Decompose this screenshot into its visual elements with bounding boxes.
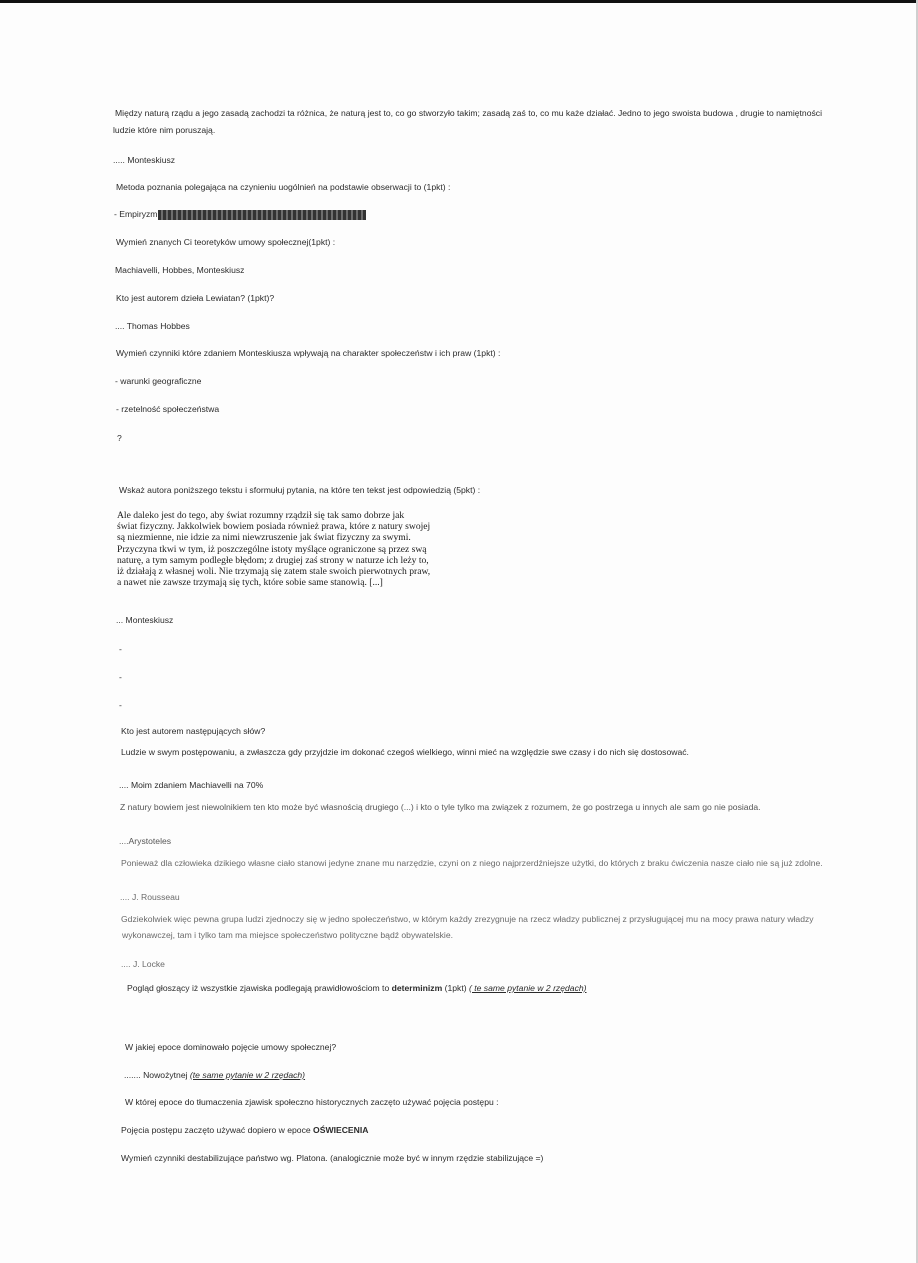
quote-line: a nawet nie zawsze trzymają się tych, które sobie same stanowią. [...]: [117, 577, 383, 589]
answer-line: -: [119, 644, 122, 654]
quote-line: wykonawczej, tam i tylko tam ma miejsce społeczeństwo polityczne bądź obywatelskie.: [122, 930, 453, 940]
question-line: Kto jest autorem dzieła Lewiatan? (1pkt)?: [116, 293, 275, 303]
answer-line: [114, 208, 366, 220]
quote-line: Ale daleko jest do tego, aby świat rozumny rządził się tak samo dobrze jak: [117, 510, 405, 521]
question-line: Wymień czynniki destabilizujące państwo wg. Platona. (analogicznie może być w innym rzędzie stabilizujące =): [121, 1153, 544, 1163]
quote-line: Gdziekolwiek więc pewna grupa ludzi zjednoczy się w jedno społeczeństwo, w którym każdy zrezygnuje na rzecz władzy publicznej z przysługującej mu na mocy prawa natury władzy: [121, 914, 814, 924]
quote-line: iż działają z własnej woli. Nie trzymają się zatem stale swoich pierwotnych praw,: [117, 566, 431, 578]
quote-block: [117, 510, 430, 588]
quote-line: Z natury bowiem jest niewolnikiem ten kto może być własnością drugiego (...) i kto o tyle tylko ma związek z rozumem, że go postrzega u innych ale sam go nie posiada.: [120, 802, 761, 812]
quote-line: świat fizyczny. Jakkolwiek bowiem posiada również prawa, które z natury swojej: [117, 521, 431, 533]
redaction-mark: [158, 210, 366, 220]
answer-line: ... Monteskiusz: [116, 615, 174, 625]
quote-line: są niezmienne, nie idzie za nimi niewzruszenie jak świat fizyczny za swymi.: [117, 532, 411, 544]
question-line: [127, 982, 587, 994]
scan-top-border: [0, 0, 918, 3]
answer-line: .... Thomas Hobbes: [115, 321, 190, 331]
answer-line: - rzetelność społeczeństwa: [116, 404, 220, 414]
answer-line: [121, 1124, 368, 1136]
answer-line: - warunki geograficzne: [115, 376, 202, 386]
question-line: W której epoce do tłumaczenia zjawisk społeczno historycznych zaczęto używać pojęcia postępu :: [125, 1097, 499, 1107]
question-line: W jakiej epoce dominowało pojęcie umowy społecznej?: [125, 1042, 337, 1052]
question-text: Pogląd głoszący iż wszystkie zjawiska podlegają prawidłowościom to: [127, 983, 390, 993]
quote-line: Przyczyna tkwi w tym, iż poszczególne istoty myślące ograniczone są przez swą: [117, 543, 427, 555]
quote-line: Ludzie w swym postępowaniu, a zwłaszcza gdy przyjdzie im dokonać czegoś wielkiego, winni mieć na względzie swe czasy i do nich się dostosować.: [121, 747, 689, 757]
answer-line: .... J. Rousseau: [120, 892, 180, 902]
question-line: Metoda poznania polegająca na czynieniu uogólnień na podstawie obserwacji to (1pkt) :: [116, 182, 451, 192]
answer-text: - Empiryzm: [114, 209, 158, 219]
answer-text: Pojęcia postępu zaczęto używać dopiero w epoce: [121, 1125, 311, 1135]
quote-line: Ponieważ dla człowieka dzikiego własne ciało stanowi jedyne znane mu narzędzie, czyni on z niego najprzerdźniejsze użytki, do których z braku ćwiczenia nasze ciało nie są już zdolne.: [121, 858, 823, 868]
answer-line: ?: [117, 433, 122, 443]
answer-line: ....Arystoteles: [119, 836, 172, 846]
answer-line: -: [119, 700, 122, 710]
answer-line: ..... Monteskiusz: [113, 155, 176, 165]
points-label: (1pkt): [444, 983, 467, 993]
answer-line: .... Moim zdaniem Machiavelli na 70%: [119, 780, 264, 790]
question-line: Wymień czynniki które zdaniem Monteskiusza wpływają na charakter społeczeństw i ich praw (1pkt) :: [116, 348, 501, 358]
note-underlined: ( te same pytanie w 2 rzędach): [469, 983, 587, 993]
text-line: ludzie które nim poruszają.: [113, 125, 216, 135]
answer-text: ....... Nowożytnej: [124, 1070, 188, 1080]
answer-line: [124, 1069, 305, 1081]
question-line: Wymień znanych Ci teoretyków umowy społecznej(1pkt) :: [116, 237, 336, 247]
quote-line: naturę, a tym samym podległe błędom; z drugiej zaś strony w naturze ich leży to,: [117, 554, 429, 566]
note-underlined: (te same pytanie w 2 rzędach): [189, 1070, 306, 1080]
answer-line: -: [119, 672, 122, 682]
answer-line: Machiavelli, Hobbes, Monteskiusz: [115, 265, 245, 275]
text-line: Między naturą rządu a jego zasadą zachodzi ta różnica, że naturą jest to, co go stworzyło takim; zasadą zaś to, co mu każe działać. Jedno to jego swoista budowa , drugie to namiętności: [115, 108, 822, 118]
answer-bold: OŚWIECENIA: [313, 1125, 369, 1135]
answer-bold: determinizm: [391, 983, 443, 993]
question-line: Kto jest autorem następujących słów?: [121, 726, 266, 736]
question-line: Wskaż autora poniższego tekstu i sformułuj pytania, na które ten tekst jest odpowiedzią (5pkt) :: [119, 485, 481, 495]
answer-line: .... J. Locke: [121, 959, 165, 969]
